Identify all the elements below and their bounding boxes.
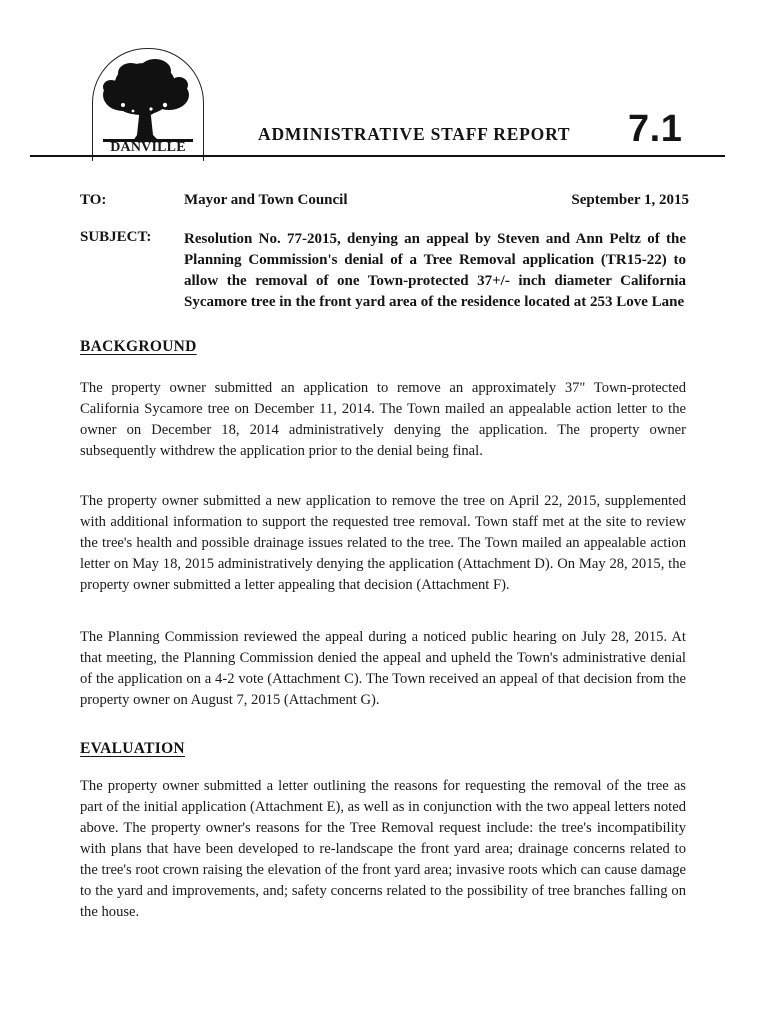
- header-rule: [30, 155, 725, 157]
- background-paragraph-3: The Planning Commission reviewed the appeal during a noticed public hearing on July 28, 2015. At that meeting, the Planning Commission denied the appeal and upheld the Town's administrative denial of the application on a 4-2 vote (Attachment C). The Town received an appeal of that decision from the property owner on August 7, 2015 (Attachment G).: [80, 629, 686, 708]
- background-heading: BACKGROUND: [80, 338, 197, 355]
- report-title: ADMINISTRATIVE STAFF REPORT: [258, 124, 571, 144]
- subject-label: SUBJECT:: [80, 229, 152, 245]
- to-label: TO:: [80, 192, 107, 208]
- background-paragraph-2: The property owner submitted a new application to remove the tree on April 22, 2015, supplemented with additional information to support the requested tree removal. Town staff met at the site to review the tree's health and possible drainage issues related to the tree. The Town mailed an appealable action letter on May 18, 2015 administratively denying the application (Attachment D). On May 28, 2015, the property owner submitted a letter appealing that decision (Attachment F).: [80, 493, 686, 593]
- logo-wordmark: DANVILLE: [110, 140, 186, 155]
- agenda-item-number: 7.1: [628, 108, 683, 150]
- evaluation-paragraph-1: The property owner submitted a letter outlining the reasons for requesting the removal of the tree as part of the initial application (Attachment E), as well as in conjunction with the two appeal letters noted above. The property owner's reasons for the Tree Removal request include: the tree's incompatibility with plans that have been developed to re-landscape the front yard area; drainage concerns related to the tree's root crown raising the elevation of the front yard area; invasive roots which can cause damage to the yard and improvements, and; safety concerns related to the possibility of tree branches falling on the house.: [80, 778, 686, 920]
- to-value: Mayor and Town Council: [184, 192, 348, 208]
- subject-value: Resolution No. 77-2015, denying an appeal by Steven and Ann Peltz of the Planning Commission's denial of a Tree Removal application (TR15-22) to allow the removal of one Town-protected 37+/- inch diameter California Sycamore tree in the front yard area of the residence located at 253 Love Lane: [184, 231, 686, 310]
- evaluation-heading: EVALUATION: [80, 740, 185, 757]
- background-paragraph-1: The property owner submitted an application to remove an approximately 37" Town-protected California Sycamore tree on December 11, 2014. The Town mailed an appealable action letter to the owner on December 18, 2014 administratively denying the application. The property owner subsequently withdrew the application prior to the denial being final.: [80, 380, 686, 459]
- report-date: September 1, 2015: [571, 192, 689, 208]
